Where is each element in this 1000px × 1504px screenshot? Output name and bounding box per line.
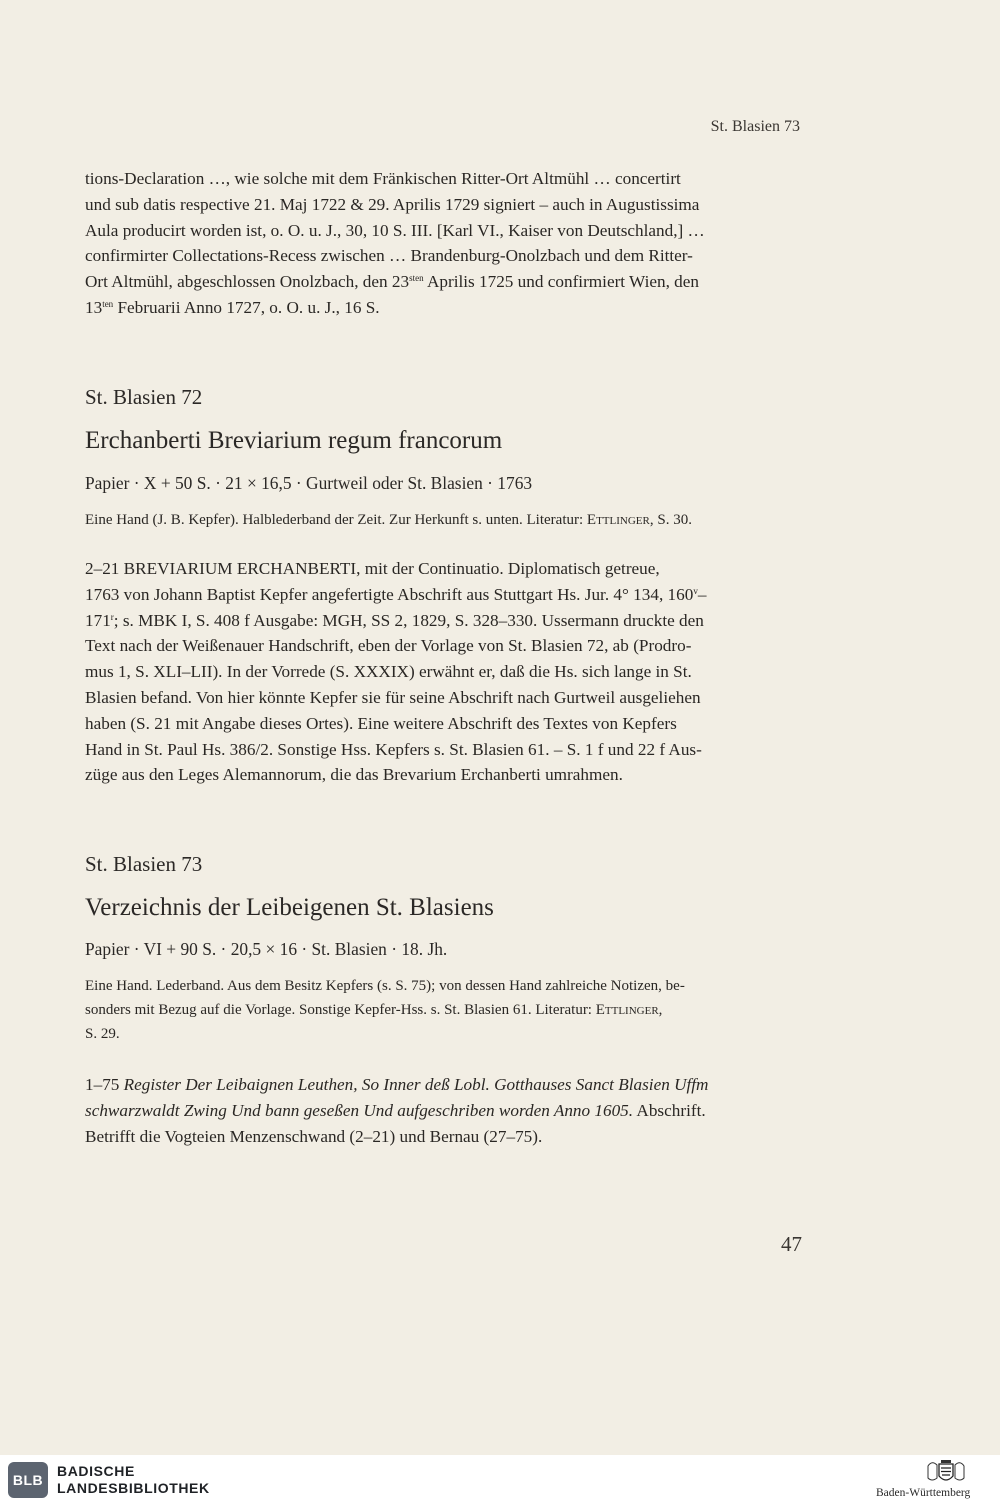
- title-72: Erchanberti Breviarium regum francorum: [85, 427, 503, 454]
- quoted-title: schwarzwaldt Zwing Und bann geseßen Und aufgeschriben worden Anno 1605.: [85, 1100, 634, 1120]
- description-73: [85, 974, 801, 1046]
- content-line: 1763 von Johann Baptist Kepfer angefertigte Abschrift aus Stuttgart Hs. Jur. 4° 134, 160$^v$–: [85, 584, 707, 604]
- blb-logo[interactable]: [8, 1462, 48, 1498]
- content-line: mus 1, S. XLI–LII). In der Vorrede (S. XXXIX) erwähnt er, daß die Hs. sich lange in St.: [85, 662, 692, 682]
- content-line: Blasien befand. Von hier könnte Kepfer sie für seine Abschrift nach Gurtweil ausgeliehen: [85, 687, 701, 707]
- intro-line: Ort Altmühl, abgeschlossen Onolzbach, den $23^{sten}$ Aprilis 1725 und confirmiert Wien, den: [85, 272, 700, 292]
- author-reference: Ettlinger: [595, 1002, 659, 1018]
- content-line: Text nach der Weißenauer Handschrift, eben der Vorlage von St. Blasien 72, ab (Prodro-: [85, 636, 692, 656]
- intro-line: und sub datis respective 21. Maj 1722 & 29. Aprilis 1729 signiert – auch in Augustissima: [85, 194, 700, 214]
- physical-description-72: Papier · X + 50 S. · 21 × 16,5 · Gurtweil oder St. Blasien · 1763: [85, 473, 533, 493]
- physical-description-73: Papier · VI + 90 S. · 20,5 × 16 · St. Blasien · 18. Jh.: [85, 939, 448, 959]
- intro-line: Aula producirt worden ist, o. O. u. J., 30, 10 S. III. [Karl VI., Kaiser von Deutschland,] …: [85, 220, 705, 240]
- intro-line: tions-Declaration …, wie solche mit dem Fränkischen Ritter-Ort Altmühl … concertirt: [85, 169, 681, 188]
- intro-line: confirmirter Collectations-Recess zwischen … Brandenburg-Onolzbach und dem Ritter-: [85, 246, 693, 266]
- superscript: r: [110, 611, 114, 622]
- state-label: Baden-Württemberg: [876, 1487, 971, 1499]
- description-line: S. 29.: [85, 1026, 120, 1042]
- shelfmark-73: St. Blasien 73: [85, 852, 203, 876]
- content-line: haben (S. 21 mit Angabe dieses Ortes). Eine weitere Abschrift des Textes von Kepfers: [85, 713, 677, 733]
- author-reference: Ettlinger: [586, 512, 650, 528]
- library-name-line1: BADISCHE: [57, 1463, 135, 1479]
- description-line: Eine Hand (J. B. Kepfer). Halblederband der Zeit. Zur Herkunft s. unten. Literatur: Ettlinger, S. 30.: [85, 512, 692, 528]
- library-name: [57, 1463, 210, 1497]
- description-72: [85, 508, 801, 532]
- content-line: züge aus den Leges Alemannorum, die das Brevarium Erchanberti umrahmen.: [85, 765, 623, 785]
- superscript: sten: [409, 273, 424, 284]
- description-line: sonders mit Bezug auf die Vorlage. Sonstige Kepfer-Hss. s. St. Blasien 61. Literatur: Ettlinger,: [85, 1002, 663, 1018]
- description-line: Eine Hand. Lederband. Aus dem Besitz Kepfers (s. S. 75); von dessen Hand zahlreiche Notizen, be-: [85, 978, 685, 994]
- quoted-title: Register Der Leibaignen Leuthen, So Inner deß Lobl. Gotthauses Sanct Blasien Uffm: [123, 1075, 709, 1094]
- shelfmark-72: St. Blasien 72: [85, 385, 203, 409]
- page-number: 47: [781, 1232, 802, 1256]
- running-head: St. Blasien 73: [710, 118, 800, 135]
- blb-logo-text: BLB: [12, 1472, 44, 1488]
- content-line: Betrifft die Vogteien Menzenschwand (2–21) und Bernau (27–75).: [85, 1126, 543, 1146]
- content-72: [85, 556, 801, 788]
- superscript: v: [693, 585, 698, 596]
- content-line: 2–21 BREVIARIUM ERCHANBERTI, mit der Continuatio. Diplomatisch getreue,: [85, 559, 660, 578]
- library-footer: [0, 1455, 1000, 1504]
- coat-of-arms-icon: [924, 1458, 968, 1486]
- content-line: schwarzwaldt Zwing Und bann geseßen Und aufgeschriben worden Anno 1605. Abschrift.: [85, 1100, 706, 1120]
- superscript: ten: [102, 298, 114, 309]
- content-73: [85, 1072, 801, 1149]
- content-line: 1–75 Register Der Leibaignen Leuthen, So Inner deß Lobl. Gotthauses Sanct Blasien Uffm: [85, 1075, 709, 1094]
- library-name-line2: LANDESBIBLIOTHEK: [57, 1480, 210, 1496]
- intro-line: $13^{ten}$ Februarii Anno 1727, o. O. u. J., 16 S.: [85, 297, 380, 317]
- title-73: Verzeichnis der Leibeigenen St. Blasiens: [85, 894, 494, 921]
- content-line: Hand in St. Paul Hs. 386/2. Sonstige Hss. Kepfers s. St. Blasien 61. – S. 1 f und 22 f Aus-: [85, 739, 702, 759]
- content-line: 171$^r$; s. MBK I, S. 408 f Ausgabe: MGH, SS 2, 1829, S. 328–330. Ussermann druckte den: [85, 610, 704, 630]
- intro-paragraph: [85, 166, 801, 321]
